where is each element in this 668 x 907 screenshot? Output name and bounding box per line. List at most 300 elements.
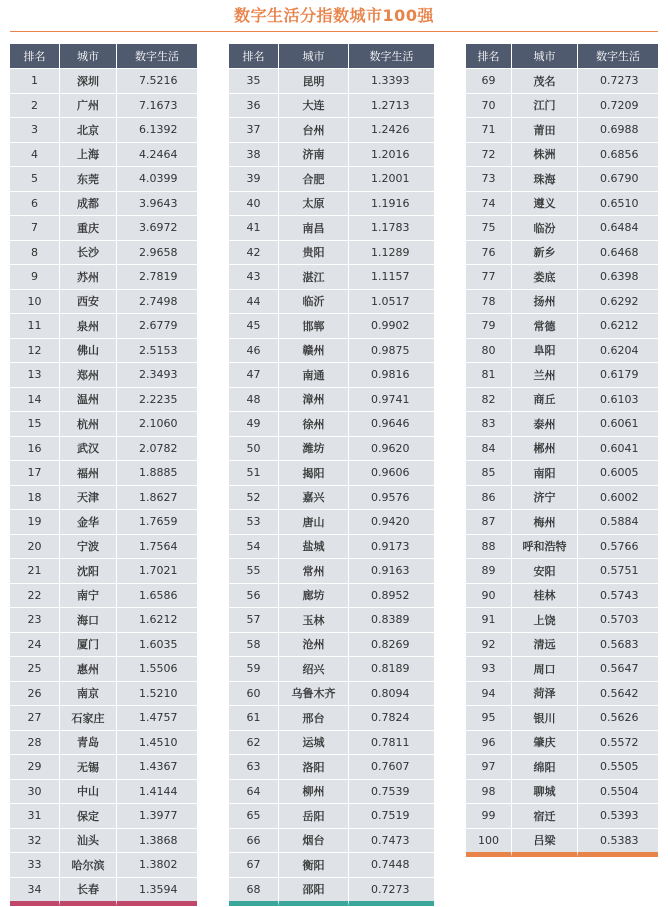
value-cell: 0.7273 <box>349 877 434 907</box>
header-city: 城市 <box>279 44 349 68</box>
value-cell: 1.3868 <box>117 828 197 853</box>
city-cell: 济南 <box>279 142 349 167</box>
rank-cell: 92 <box>466 632 512 657</box>
value-cell: 2.7498 <box>117 289 197 314</box>
city-cell: 徐州 <box>279 411 349 436</box>
value-cell: 0.5642 <box>578 681 658 706</box>
city-cell: 桂林 <box>512 583 578 608</box>
rank-cell: 3 <box>10 117 60 142</box>
table-row <box>10 289 197 314</box>
value-cell: 1.1157 <box>349 264 434 289</box>
value-cell: 0.6103 <box>578 387 658 412</box>
city-cell: 贵阳 <box>279 240 349 265</box>
table-row <box>229 656 434 681</box>
table-row <box>10 534 197 559</box>
value-cell: 0.7519 <box>349 803 434 828</box>
rank-cell: 60 <box>229 681 279 706</box>
rank-cell: 88 <box>466 534 512 559</box>
rank-cell: 58 <box>229 632 279 657</box>
rank-cell: 93 <box>466 656 512 681</box>
table-row <box>10 362 197 387</box>
table-row <box>10 705 197 730</box>
value-cell: 0.7473 <box>349 828 434 853</box>
city-cell: 上海 <box>60 142 117 167</box>
value-cell: 0.5572 <box>578 730 658 755</box>
table-row <box>466 117 658 142</box>
city-cell: 广州 <box>60 93 117 118</box>
value-cell: 1.2016 <box>349 142 434 167</box>
city-cell: 呼和浩特 <box>512 534 578 559</box>
table-row <box>466 485 658 510</box>
table-row <box>466 705 658 730</box>
value-cell: 0.9420 <box>349 509 434 534</box>
city-cell: 中山 <box>60 779 117 804</box>
table-row <box>10 215 197 240</box>
table-row <box>10 509 197 534</box>
city-cell: 成都 <box>60 191 117 216</box>
rank-cell: 34 <box>10 877 60 907</box>
rank-cell: 23 <box>10 607 60 632</box>
value-cell: 0.6790 <box>578 166 658 191</box>
value-cell: 1.3802 <box>117 852 197 877</box>
value-cell: 0.5626 <box>578 705 658 730</box>
table-row <box>466 509 658 534</box>
header-value: 数字生活 <box>117 44 197 68</box>
table-row <box>466 387 658 412</box>
rank-cell: 70 <box>466 93 512 118</box>
value-cell: 0.5504 <box>578 779 658 804</box>
city-cell: 宿迁 <box>512 803 578 828</box>
rank-cell: 59 <box>229 656 279 681</box>
value-cell: 2.1060 <box>117 411 197 436</box>
value-cell: 2.3493 <box>117 362 197 387</box>
city-cell: 长沙 <box>60 240 117 265</box>
header-value: 数字生活 <box>578 44 658 68</box>
table-row <box>229 877 434 907</box>
rank-cell: 91 <box>466 607 512 632</box>
table-row <box>229 387 434 412</box>
table-row <box>229 558 434 583</box>
city-cell: 玉林 <box>279 607 349 632</box>
rank-cell: 15 <box>10 411 60 436</box>
table-row <box>229 411 434 436</box>
city-cell: 邯郸 <box>279 313 349 338</box>
rank-cell: 75 <box>466 215 512 240</box>
city-cell: 邵阳 <box>279 877 349 907</box>
city-cell: 衡阳 <box>279 852 349 877</box>
city-cell: 娄底 <box>512 264 578 289</box>
city-cell: 安阳 <box>512 558 578 583</box>
city-cell: 兰州 <box>512 362 578 387</box>
rank-cell: 97 <box>466 754 512 779</box>
value-cell: 0.8094 <box>349 681 434 706</box>
table-row <box>10 264 197 289</box>
value-cell: 0.5505 <box>578 754 658 779</box>
value-cell: 2.7819 <box>117 264 197 289</box>
table-row <box>466 289 658 314</box>
city-cell: 天津 <box>60 485 117 510</box>
table-row <box>10 387 197 412</box>
table-row <box>10 240 197 265</box>
city-cell: 邢台 <box>279 705 349 730</box>
rank-cell: 18 <box>10 485 60 510</box>
city-cell: 柳州 <box>279 779 349 804</box>
city-cell: 南宁 <box>60 583 117 608</box>
city-cell: 厦门 <box>60 632 117 657</box>
city-cell: 东莞 <box>60 166 117 191</box>
city-cell: 扬州 <box>512 289 578 314</box>
rank-cell: 25 <box>10 656 60 681</box>
city-cell: 株洲 <box>512 142 578 167</box>
page-title: 数字生活分指数城市100强 <box>234 6 434 25</box>
table-row <box>466 558 658 583</box>
value-cell: 0.9163 <box>349 558 434 583</box>
rank-cell: 57 <box>229 607 279 632</box>
header-rank: 排名 <box>466 44 512 68</box>
city-cell: 郴州 <box>512 436 578 461</box>
rank-cell: 44 <box>229 289 279 314</box>
city-cell: 洛阳 <box>279 754 349 779</box>
value-cell: 0.6204 <box>578 338 658 363</box>
table-row <box>10 852 197 877</box>
rank-cell: 98 <box>466 779 512 804</box>
value-cell: 1.1783 <box>349 215 434 240</box>
rank-cell: 81 <box>466 362 512 387</box>
value-cell: 0.7607 <box>349 754 434 779</box>
table-row <box>466 803 658 828</box>
table-row <box>229 191 434 216</box>
city-cell: 西安 <box>60 289 117 314</box>
rank-cell: 22 <box>10 583 60 608</box>
table-row <box>466 142 658 167</box>
rank-cell: 28 <box>10 730 60 755</box>
table-row <box>466 68 658 93</box>
table-row <box>10 632 197 657</box>
table-row <box>466 534 658 559</box>
rank-cell: 8 <box>10 240 60 265</box>
value-cell: 0.5393 <box>578 803 658 828</box>
rank-cell: 80 <box>466 338 512 363</box>
table-row <box>466 240 658 265</box>
value-cell: 0.6510 <box>578 191 658 216</box>
city-cell: 保定 <box>60 803 117 828</box>
value-cell: 0.9606 <box>349 460 434 485</box>
table-row <box>466 338 658 363</box>
city-cell: 济宁 <box>512 485 578 510</box>
value-cell: 0.9646 <box>349 411 434 436</box>
city-cell: 珠海 <box>512 166 578 191</box>
value-cell: 0.5743 <box>578 583 658 608</box>
city-cell: 大连 <box>279 93 349 118</box>
value-cell: 3.9643 <box>117 191 197 216</box>
city-cell: 南昌 <box>279 215 349 240</box>
rank-cell: 69 <box>466 68 512 93</box>
rank-cell: 61 <box>229 705 279 730</box>
value-cell: 6.1392 <box>117 117 197 142</box>
rank-cell: 54 <box>229 534 279 559</box>
rank-cell: 36 <box>229 93 279 118</box>
table-row <box>229 852 434 877</box>
city-cell: 岳阳 <box>279 803 349 828</box>
table-row <box>466 681 658 706</box>
table-row <box>10 313 197 338</box>
value-cell: 0.9741 <box>349 387 434 412</box>
city-cell: 新乡 <box>512 240 578 265</box>
city-cell: 临沂 <box>279 289 349 314</box>
rank-cell: 86 <box>466 485 512 510</box>
table-row <box>229 730 434 755</box>
rank-cell: 12 <box>10 338 60 363</box>
value-cell: 0.8189 <box>349 656 434 681</box>
table-row <box>466 583 658 608</box>
ranking-table-3 <box>466 44 658 857</box>
rank-cell: 71 <box>466 117 512 142</box>
city-cell: 沧州 <box>279 632 349 657</box>
city-cell: 泉州 <box>60 313 117 338</box>
city-cell: 商丘 <box>512 387 578 412</box>
table-row <box>466 411 658 436</box>
table-row <box>466 436 658 461</box>
table-row <box>466 828 658 858</box>
rank-cell: 72 <box>466 142 512 167</box>
city-cell: 泰州 <box>512 411 578 436</box>
table-row <box>229 313 434 338</box>
rank-cell: 56 <box>229 583 279 608</box>
rank-cell: 47 <box>229 362 279 387</box>
value-cell: 1.7021 <box>117 558 197 583</box>
rank-cell: 53 <box>229 509 279 534</box>
value-cell: 0.9576 <box>349 485 434 510</box>
rank-cell: 30 <box>10 779 60 804</box>
ranking-table-2 <box>229 44 434 906</box>
table-row <box>466 754 658 779</box>
table-row <box>229 436 434 461</box>
rank-cell: 49 <box>229 411 279 436</box>
city-cell: 郑州 <box>60 362 117 387</box>
table-row <box>229 68 434 93</box>
table-row <box>229 534 434 559</box>
city-cell: 绵阳 <box>512 754 578 779</box>
city-cell: 南通 <box>279 362 349 387</box>
value-cell: 4.0399 <box>117 166 197 191</box>
value-cell: 2.9658 <box>117 240 197 265</box>
value-cell: 0.5751 <box>578 558 658 583</box>
value-cell: 7.1673 <box>117 93 197 118</box>
rank-cell: 2 <box>10 93 60 118</box>
rank-cell: 35 <box>229 68 279 93</box>
table-row <box>229 779 434 804</box>
table-row <box>10 803 197 828</box>
table-row <box>10 93 197 118</box>
table-row <box>229 705 434 730</box>
value-cell: 0.6292 <box>578 289 658 314</box>
city-cell: 台州 <box>279 117 349 142</box>
city-cell: 合肥 <box>279 166 349 191</box>
rank-cell: 73 <box>466 166 512 191</box>
value-cell: 1.8885 <box>117 460 197 485</box>
value-cell: 1.5210 <box>117 681 197 706</box>
table-row <box>466 730 658 755</box>
value-cell: 1.8627 <box>117 485 197 510</box>
rank-cell: 43 <box>229 264 279 289</box>
value-cell: 0.6988 <box>578 117 658 142</box>
rank-cell: 77 <box>466 264 512 289</box>
rank-cell: 78 <box>466 289 512 314</box>
city-cell: 温州 <box>60 387 117 412</box>
city-cell: 杭州 <box>60 411 117 436</box>
value-cell: 0.9173 <box>349 534 434 559</box>
city-cell: 哈尔滨 <box>60 852 117 877</box>
city-cell: 银川 <box>512 705 578 730</box>
city-cell: 清远 <box>512 632 578 657</box>
table-row <box>229 828 434 853</box>
value-cell: 1.3977 <box>117 803 197 828</box>
rank-cell: 66 <box>229 828 279 853</box>
value-cell: 0.7448 <box>349 852 434 877</box>
table-row <box>10 558 197 583</box>
city-cell: 无锡 <box>60 754 117 779</box>
value-cell: 2.6779 <box>117 313 197 338</box>
rank-cell: 32 <box>10 828 60 853</box>
table-row <box>229 632 434 657</box>
city-cell: 揭阳 <box>279 460 349 485</box>
table-row <box>466 362 658 387</box>
value-cell: 0.6468 <box>578 240 658 265</box>
rank-cell: 100 <box>466 828 512 858</box>
rank-cell: 90 <box>466 583 512 608</box>
value-cell: 0.5703 <box>578 607 658 632</box>
table-row <box>10 485 197 510</box>
table-row <box>10 877 197 907</box>
rank-cell: 94 <box>466 681 512 706</box>
rank-cell: 4 <box>10 142 60 167</box>
table-row <box>466 215 658 240</box>
rank-cell: 1 <box>10 68 60 93</box>
rank-cell: 7 <box>10 215 60 240</box>
value-cell: 0.7811 <box>349 730 434 755</box>
rank-cell: 40 <box>229 191 279 216</box>
city-cell: 菏泽 <box>512 681 578 706</box>
value-cell: 0.6061 <box>578 411 658 436</box>
rank-cell: 82 <box>466 387 512 412</box>
rank-cell: 96 <box>466 730 512 755</box>
city-cell: 遵义 <box>512 191 578 216</box>
header-rank: 排名 <box>10 44 60 68</box>
rank-cell: 5 <box>10 166 60 191</box>
city-cell: 运城 <box>279 730 349 755</box>
city-cell: 太原 <box>279 191 349 216</box>
rank-cell: 74 <box>466 191 512 216</box>
city-cell: 南京 <box>60 681 117 706</box>
ranking-table-1 <box>10 44 197 906</box>
value-cell: 1.2001 <box>349 166 434 191</box>
rank-cell: 46 <box>229 338 279 363</box>
value-cell: 0.5884 <box>578 509 658 534</box>
city-cell: 重庆 <box>60 215 117 240</box>
table-row <box>229 166 434 191</box>
city-cell: 青岛 <box>60 730 117 755</box>
table-row <box>229 215 434 240</box>
value-cell: 1.3594 <box>117 877 197 907</box>
city-cell: 海口 <box>60 607 117 632</box>
table-row <box>466 779 658 804</box>
city-cell: 深圳 <box>60 68 117 93</box>
table-row <box>10 730 197 755</box>
table-row <box>10 436 197 461</box>
value-cell: 1.4510 <box>117 730 197 755</box>
city-cell: 漳州 <box>279 387 349 412</box>
city-cell: 乌鲁木齐 <box>279 681 349 706</box>
rank-cell: 65 <box>229 803 279 828</box>
table-row <box>229 460 434 485</box>
table-row <box>466 264 658 289</box>
city-cell: 茂名 <box>512 68 578 93</box>
city-cell: 赣州 <box>279 338 349 363</box>
value-cell: 0.5683 <box>578 632 658 657</box>
city-cell: 武汉 <box>60 436 117 461</box>
table-row <box>10 828 197 853</box>
city-cell: 烟台 <box>279 828 349 853</box>
city-cell: 上饶 <box>512 607 578 632</box>
city-cell: 北京 <box>60 117 117 142</box>
table-row <box>466 191 658 216</box>
table-row <box>229 264 434 289</box>
city-cell: 惠州 <box>60 656 117 681</box>
rank-cell: 13 <box>10 362 60 387</box>
value-cell: 1.0517 <box>349 289 434 314</box>
rank-cell: 79 <box>466 313 512 338</box>
city-cell: 临汾 <box>512 215 578 240</box>
rank-cell: 14 <box>10 387 60 412</box>
rank-cell: 39 <box>229 166 279 191</box>
value-cell: 0.6041 <box>578 436 658 461</box>
rank-cell: 83 <box>466 411 512 436</box>
table-row <box>10 338 197 363</box>
rank-cell: 29 <box>10 754 60 779</box>
city-cell: 常州 <box>279 558 349 583</box>
value-cell: 2.0782 <box>117 436 197 461</box>
rank-cell: 48 <box>229 387 279 412</box>
table-row <box>10 166 197 191</box>
city-cell: 唐山 <box>279 509 349 534</box>
city-cell: 肇庆 <box>512 730 578 755</box>
rank-cell: 42 <box>229 240 279 265</box>
value-cell: 0.6212 <box>578 313 658 338</box>
value-cell: 2.5153 <box>117 338 197 363</box>
table-row <box>229 240 434 265</box>
rank-cell: 63 <box>229 754 279 779</box>
value-cell: 0.6002 <box>578 485 658 510</box>
city-cell: 汕头 <box>60 828 117 853</box>
header-city: 城市 <box>60 44 117 68</box>
value-cell: 4.2464 <box>117 142 197 167</box>
value-cell: 0.9902 <box>349 313 434 338</box>
table-row <box>466 607 658 632</box>
rank-cell: 20 <box>10 534 60 559</box>
rank-cell: 19 <box>10 509 60 534</box>
table-row <box>229 93 434 118</box>
table-row <box>229 289 434 314</box>
rank-cell: 6 <box>10 191 60 216</box>
value-cell: 0.8389 <box>349 607 434 632</box>
table-row <box>466 93 658 118</box>
city-cell: 嘉兴 <box>279 485 349 510</box>
value-cell: 1.2426 <box>349 117 434 142</box>
table-row <box>10 656 197 681</box>
table-row <box>466 632 658 657</box>
value-cell: 1.2713 <box>349 93 434 118</box>
table-row <box>229 142 434 167</box>
